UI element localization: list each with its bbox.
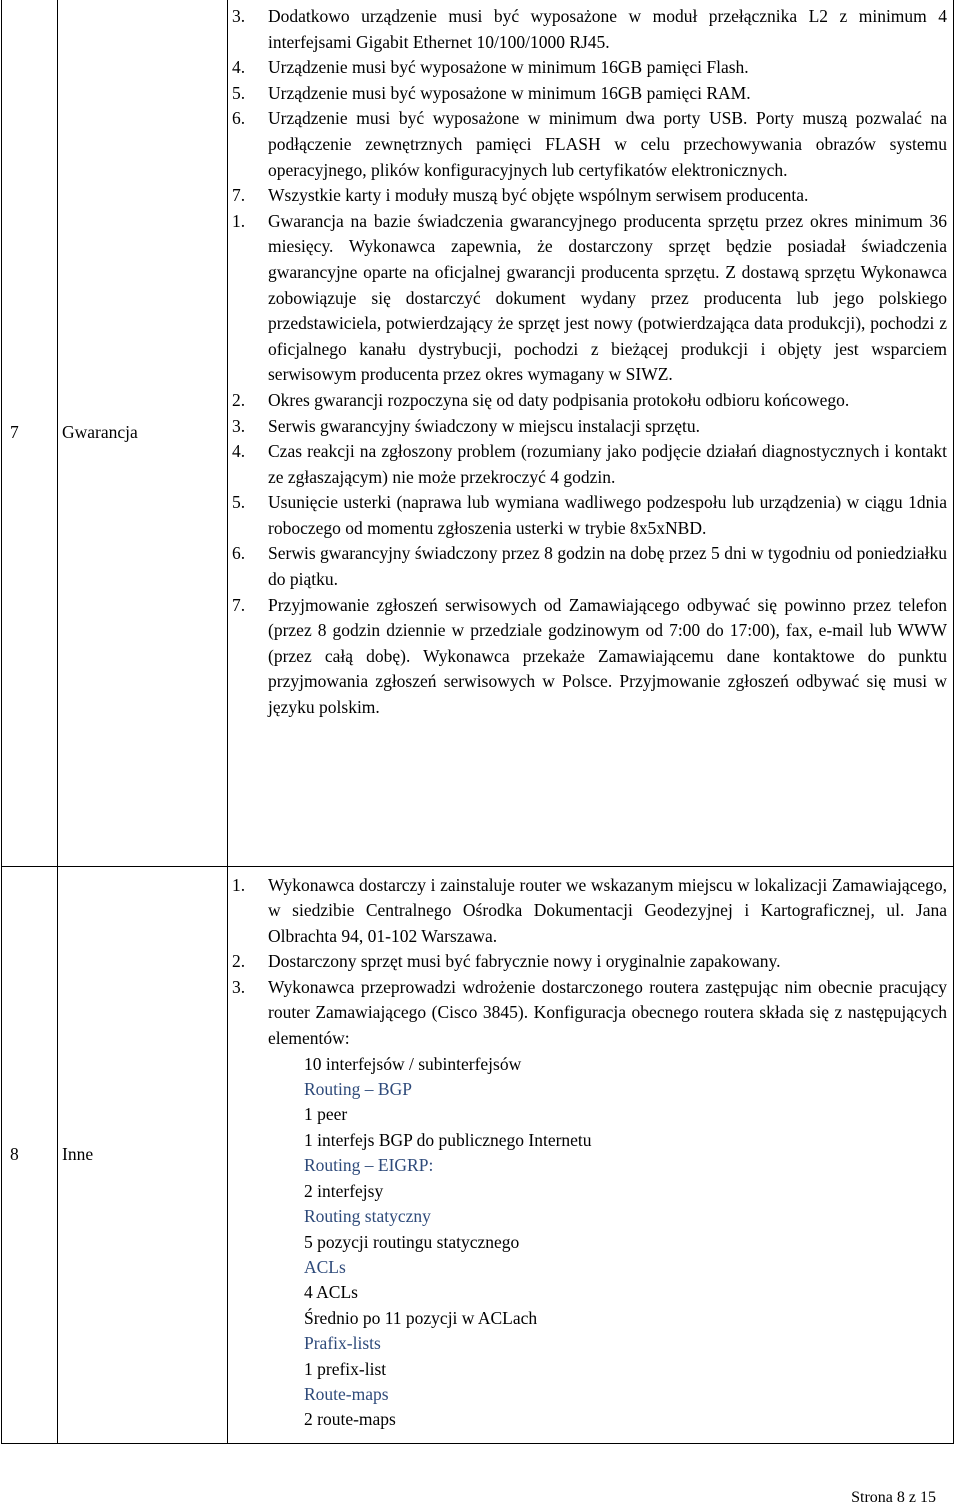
row-name: Inne <box>58 866 228 1443</box>
row-description <box>228 0 954 866</box>
item-text: Czas reakcji na zgłoszony problem (rozumiany jako podjęcie działań diagnostycznych i kontakt ze zgłaszającym) nie może przekroczyć 4 godzin. <box>268 441 947 487</box>
list-item <box>232 388 947 414</box>
item-text: Wykonawca przeprowadzi wdrożenie dostarczonego routera zastępując nim obecnie pracujący router Zamawiającego (Cisco 3845). Konfiguracja obecnego routera składa się z następujących elementów: <box>268 976 947 1049</box>
config-item: 1 peer <box>304 1104 348 1125</box>
item-number: 1. <box>232 874 246 895</box>
list-item <box>232 541 947 592</box>
config-item: 5 pozycji routingu statycznego <box>304 1231 520 1252</box>
other-requirements-list <box>232 873 947 1052</box>
item-text: Przyjmowanie zgłoszeń serwisowych od Zamawiającego odbywać się powinno przez telefon (przez 8 godzin dziennie w przedziale godzinowym od 7:00 do 17:00), fax, e-mail lub WWW (przez całą dobę). Wykonawca przekaże Zamawiającemu dane kontaktowe do punktu przyjmowania zgłoszeń serwisowych w Polsce. Przyjmowanie zgłoszeń odbywać się musi w języku polskim. <box>268 594 947 718</box>
row-number: 8 <box>2 866 58 1443</box>
item-text: Serwis gwarancyjny świadczony w miejscu instalacji sprzętu. <box>268 415 701 436</box>
list-item <box>232 439 947 490</box>
list-item <box>232 81 947 107</box>
list-item <box>232 4 947 55</box>
config-section-heading: Routing statyczny <box>304 1206 431 1227</box>
page-label: Strona <box>851 1489 893 1506</box>
router-config-list <box>304 1052 947 1433</box>
item-number: 3. <box>232 415 246 436</box>
config-section-heading: Routing – EIGRP: <box>304 1155 434 1176</box>
item-number: 3. <box>232 976 246 997</box>
page-number: 8 <box>896 1489 905 1506</box>
item-text: Okres gwarancji rozpoczyna się od daty podpisania protokołu odbioru końcowego. <box>268 389 850 410</box>
requirements-table <box>1 0 954 1444</box>
row-name: Gwarancja <box>58 0 228 866</box>
page-of: z <box>908 1489 916 1506</box>
item-number: 3. <box>232 6 246 26</box>
item-number: 1. <box>232 210 246 231</box>
item-text: Dodatkowo urządzenie musi być wyposażone w moduł przełącznika L2 z minimum 4 interfejsami Gigabit Ethernet 10/100/1000 RJ45. <box>268 6 947 52</box>
item-text: Urządzenie musi być wyposażone w minimum 16GB pamięci RAM. <box>268 82 751 103</box>
item-number: 5. <box>232 492 246 513</box>
config-item: 1 interfejs BGP do publicznego Internetu <box>304 1129 592 1150</box>
page-footer <box>851 1489 936 1507</box>
list-item <box>232 593 947 721</box>
list-item <box>232 106 947 183</box>
item-text: Urządzenie musi być wyposażone w minimum 16GB pamięci Flash. <box>268 57 749 78</box>
config-section-heading: Route-maps <box>304 1383 389 1404</box>
config-item: 1 prefix-list <box>304 1358 387 1379</box>
item-number: 6. <box>232 543 246 564</box>
config-section-heading: Prafix-lists <box>304 1333 381 1354</box>
list-item <box>232 975 947 1052</box>
item-text: Gwarancja na bazie świadczenia gwarancyjnego producenta sprzętu przez okres minimum 36 miesięcy. Wykonawca zapewnia, że dostarczony sprzęt będzie posiadał świadczenia gwarancyjne oparte na oficjalnej gwarancji producenta sprzętu. Z dostawą sprzętu Wykonawca zobowiązuje się dostarczyć dokument wydany przez producenta lub jego polskiego przedstawiciela, potwierdzający że sprzęt jest nowy (potwierdzająca data produkcji), pochodzi z oficjalnego kanału dystrybucji, pochodzi z bieżącej produkcji i objęty jest wsparciem serwisowym producenta przez okres wymagany w SIWZ. <box>268 210 947 385</box>
item-number: 7. <box>232 185 246 206</box>
list-item <box>232 55 947 81</box>
config-section-heading: ACLs <box>304 1256 346 1277</box>
list-item <box>232 490 947 541</box>
item-number: 4. <box>232 57 246 78</box>
item-text: Usunięcie usterki (naprawa lub wymiana wadliwego podzespołu lub urządzenia) w ciągu 1dnia roboczego od momentu zgłoszenia usterki w trybie 8x5xNBD. <box>268 492 947 538</box>
item-number: 4. <box>232 441 246 462</box>
item-text: Wszystkie karty i moduły muszą być objęte wspólnym serwisem producenta. <box>268 185 809 206</box>
config-item: 4 ACLs <box>304 1282 358 1303</box>
list-item <box>232 873 947 950</box>
config-section-heading: Routing – BGP <box>304 1079 412 1100</box>
warranty-requirements-list <box>232 209 947 721</box>
table-row-warranty <box>2 0 954 866</box>
config-item: 2 interfejsy <box>304 1180 384 1201</box>
item-text: Serwis gwarancyjny świadczony przez 8 godzin na dobę przez 5 dni w tygodniu od poniedziałku do piątku. <box>268 543 947 590</box>
list-item <box>232 949 947 975</box>
table-row-other <box>2 866 954 1443</box>
config-item: 10 interfejsów / subinterfejsów <box>304 1053 522 1074</box>
list-item <box>232 414 947 440</box>
item-number: 6. <box>232 108 246 129</box>
row-description <box>228 866 954 1443</box>
hardware-requirements-list <box>232 4 947 209</box>
item-text: Dostarczony sprzęt musi być fabrycznie nowy i oryginalnie zapakowany. <box>268 951 781 972</box>
item-text: Urządzenie musi być wyposażone w minimum dwa porty USB. Porty muszą pozwalać na podłączenie zewnętrznych pamięci FLASH w celu przechowywania obrazów systemu operacyjnego, plików konfiguracyjnych lub certyfikatów elektronicznych. <box>268 108 947 180</box>
config-item: Średnio po 11 pozycji w ACLach <box>304 1307 538 1328</box>
item-number: 7. <box>232 594 246 615</box>
item-number: 5. <box>232 82 246 103</box>
page-total: 15 <box>920 1489 936 1506</box>
list-item <box>232 183 947 209</box>
list-item <box>232 209 947 388</box>
row-number: 7 <box>2 0 58 866</box>
config-item: 2 route-maps <box>304 1409 396 1430</box>
item-text: Wykonawca dostarczy i zainstaluje router we wskazanym miejscu w lokalizacji Zamawiającego, w siedzibie Centralnego Ośrodka Dokumentacji Geodezyjnej i Kartograficznej, ul. Jana Olbrachta 94, 01-102 Warszawa. <box>268 874 947 946</box>
item-number: 2. <box>232 389 246 410</box>
item-number: 2. <box>232 951 246 972</box>
